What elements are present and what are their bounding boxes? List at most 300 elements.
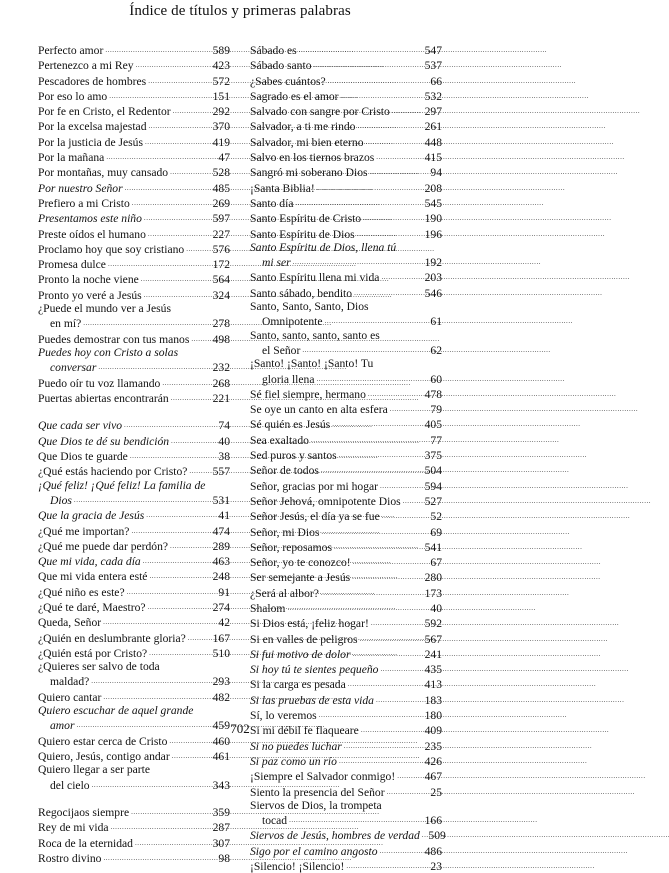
index-entry: [250, 784, 442, 799]
dot-leader: [344, 738, 422, 753]
index-entry: [250, 285, 442, 300]
index-entry: [250, 118, 442, 133]
index-entry: [38, 149, 230, 164]
dot-leader: [171, 433, 210, 448]
index-entry: [250, 401, 442, 416]
dot-leader: [332, 416, 422, 431]
index-entry: [38, 375, 230, 390]
entry-number: 38: [218, 450, 230, 464]
entry-number: 467: [424, 770, 442, 784]
index-entry: [38, 180, 230, 195]
entry-title: Prefiero a mi Cristo: [38, 196, 130, 210]
entry-number: 208: [424, 181, 442, 195]
dot-leader: [103, 689, 210, 704]
entry-title: Preste oídos el humano: [38, 227, 146, 241]
index-entry: [250, 103, 442, 118]
entry-title: Señor, gracias por mi hogar: [250, 479, 378, 493]
entry-title: Si la carga es pesada: [250, 678, 346, 692]
dot-leader: [191, 331, 210, 346]
entry-title: mi ser: [262, 256, 291, 270]
entry-number: 280: [424, 571, 442, 585]
index-entry: [38, 479, 230, 492]
entry-number: 192: [424, 256, 442, 270]
entry-number: 52: [430, 510, 442, 524]
dot-leader: [357, 118, 422, 133]
entry-title: Señor de todos: [250, 464, 319, 478]
dot-leader: [173, 103, 210, 118]
index-entry: [38, 835, 230, 850]
entry-number: 241: [424, 647, 442, 661]
dot-leader: [422, 827, 426, 842]
dot-leader: [170, 538, 210, 553]
entry-number: 567: [424, 632, 442, 646]
dot-leader: [189, 463, 210, 478]
dot-leader: [131, 523, 210, 538]
index-entry: [250, 615, 442, 630]
entry-number: 221: [212, 391, 230, 405]
entry-title: Quiero estar cerca de Cristo: [38, 734, 168, 748]
index-entry: [250, 858, 442, 873]
dot-leader: [162, 375, 210, 390]
entry-title: Shalom: [250, 601, 286, 615]
entry-number: 232: [212, 361, 230, 375]
entry-number: 79: [430, 403, 442, 417]
dot-leader: [105, 42, 210, 57]
dot-leader: [92, 777, 210, 792]
dot-leader: [387, 784, 422, 799]
entry-number: 98: [218, 852, 230, 866]
index-entry: [38, 287, 230, 302]
entry-title: Que Dios te guarde: [38, 450, 128, 464]
entry-number: 482: [212, 690, 230, 704]
dot-leader: [382, 508, 422, 523]
dot-leader: [148, 226, 210, 241]
dot-leader: [143, 553, 210, 568]
entry-title: el Señor: [262, 343, 301, 357]
dot-leader: [357, 226, 422, 241]
entry-number: 478: [424, 387, 442, 401]
dot-leader: [148, 599, 210, 614]
entry-number: 268: [212, 376, 230, 390]
dot-leader: [74, 492, 210, 507]
entry-title: ¿Qué te daré, Maestro?: [38, 600, 146, 614]
index-entry: [250, 269, 442, 284]
entry-number: 460: [212, 734, 230, 748]
index-entry: [250, 164, 442, 179]
entry-title: Santo Espíritu llena mi vida: [250, 271, 380, 285]
index-entry: [250, 600, 442, 615]
dot-leader: [321, 585, 422, 600]
index-entry: [38, 568, 230, 583]
dot-leader: [376, 692, 422, 707]
index-entry: [250, 195, 442, 210]
dot-leader: [108, 256, 210, 271]
index-entry: [250, 569, 442, 584]
entry-title: Si no puedes luchar: [250, 739, 342, 753]
entry-title: Se oye un canto en alta esfera: [250, 403, 388, 417]
dot-leader: [317, 180, 422, 195]
entry-number: 74: [218, 419, 230, 433]
entry-number: 274: [212, 600, 230, 614]
entry-number: 426: [424, 754, 442, 768]
index-entry: [38, 763, 230, 776]
entry-title: Que mi vida, cada día: [38, 555, 141, 569]
index-entry: [250, 524, 442, 539]
entry-title: Quiero escuchar de aquel grande: [38, 704, 194, 718]
index-entry: [250, 827, 446, 843]
entry-title: ¿Quién está por Cristo?: [38, 646, 148, 660]
entry-number: 269: [212, 196, 230, 210]
index-entry: [250, 226, 442, 241]
entry-number: 61: [430, 315, 442, 329]
entry-number: 227: [212, 227, 230, 241]
dot-leader: [91, 673, 210, 688]
index-entry: [250, 149, 442, 164]
dot-leader: [170, 164, 210, 179]
entry-title: Salvador, mi bien eterno: [250, 135, 364, 149]
entry-number: 531: [212, 493, 230, 507]
index-entry: [250, 432, 442, 447]
index-entry: [38, 507, 230, 522]
index-entry: [250, 462, 442, 477]
index-entry: [38, 42, 230, 57]
index-entry: [38, 645, 230, 660]
index-entry: [38, 164, 230, 179]
entry-title: ¿Qué me puede dar perdón?: [38, 539, 169, 553]
entry-number: 167: [212, 631, 230, 645]
dot-leader: [380, 843, 422, 858]
entry-title: Siento la presencia del Señor: [250, 785, 385, 799]
index-entry: [250, 300, 442, 313]
index-entry: [250, 88, 442, 103]
entry-title: Salvado con sangre por Cristo: [250, 105, 390, 119]
index-entry: [38, 88, 230, 103]
entry-number: 448: [424, 135, 442, 149]
entry-number: 413: [424, 678, 442, 692]
dot-leader: [144, 210, 210, 225]
entry-number: 91: [218, 585, 230, 599]
dot-leader: [339, 753, 422, 768]
entry-title: Quiero llegar a ser parte: [38, 763, 151, 777]
entry-title: Por fe en Cristo, el Redentor: [38, 105, 171, 119]
entry-title: Puedo oír tu voz llamando: [38, 376, 161, 390]
dot-leader: [103, 850, 210, 865]
entry-title: Omnipotente: [262, 315, 323, 329]
index-entry: [38, 704, 230, 717]
index-entry: [38, 673, 230, 688]
dot-leader: [132, 195, 210, 210]
entry-number: 528: [212, 166, 230, 180]
entry-number: 41: [218, 509, 230, 523]
dot-leader: [103, 614, 210, 629]
entry-title: Sé fiel siempre, hermano: [250, 387, 366, 401]
entry-title: Rostro divino: [38, 852, 102, 866]
dot-leader: [148, 73, 210, 88]
dot-leader: [321, 462, 422, 477]
entry-title: Sed puros y santos: [250, 449, 337, 463]
left-column: [38, 42, 230, 865]
entry-title: Pronto yo veré a Jesús: [38, 288, 142, 302]
entry-title: Presentamos este niño: [38, 212, 142, 226]
dot-leader: [172, 748, 210, 763]
entry-number: 510: [212, 646, 230, 660]
index-entry: [250, 493, 442, 508]
index-entry: [250, 447, 442, 462]
index-entry: [38, 390, 230, 405]
entry-number: 463: [212, 555, 230, 569]
entry-number: 77: [430, 433, 442, 447]
dot-leader: [149, 118, 211, 133]
dot-leader: [316, 371, 422, 386]
entry-title: Señor, mi Dios: [250, 525, 320, 539]
index-entry: [250, 134, 442, 149]
dot-leader: [124, 417, 210, 432]
dot-leader: [352, 646, 422, 661]
entry-title: Quiero cantar: [38, 690, 102, 704]
index-entry: [38, 614, 230, 629]
index-entry: [250, 73, 442, 88]
dot-leader: [325, 313, 422, 328]
entry-title: Si Dios está, ¡feliz hogar!: [250, 617, 369, 631]
dot-leader: [390, 401, 422, 416]
dot-leader: [392, 103, 422, 118]
entry-title: Santo sábado, bendito: [250, 286, 353, 300]
entry-title: Roca de la eternidad: [38, 836, 133, 850]
entry-number: 541: [424, 540, 442, 554]
index-entry: [38, 256, 230, 271]
index-entry: [38, 850, 230, 865]
entry-title: ¡Qué feliz! ¡Qué feliz! La familia de: [38, 478, 206, 492]
entry-title: Puertas abiertas encontrarán: [38, 391, 169, 405]
index-entry: [250, 539, 442, 554]
index-entry: [38, 118, 230, 133]
dot-leader: [83, 315, 210, 330]
entry-title: Dios: [50, 493, 72, 507]
entry-number: 459: [212, 719, 230, 733]
dot-leader: [370, 164, 422, 179]
dot-leader: [363, 210, 422, 225]
dot-leader: [293, 254, 422, 269]
entry-number: 287: [212, 821, 230, 835]
entry-title: ¿Sabes cuántos?: [250, 74, 326, 88]
entry-number: 435: [424, 663, 442, 677]
entry-number: 564: [212, 273, 230, 287]
entry-title: Por la justicia de Jesús: [38, 135, 143, 149]
index-entry: [38, 553, 230, 568]
entry-title: Santo, santo, santo, santo es: [250, 328, 380, 342]
entry-number: 183: [424, 693, 442, 707]
index-entry: [250, 676, 442, 691]
entry-title: Santo Espíritu de Cristo: [250, 212, 362, 226]
dot-leader: [295, 195, 422, 210]
dot-leader: [98, 359, 210, 374]
dot-leader: [111, 819, 210, 834]
index-entry: [250, 585, 442, 600]
dot-leader: [145, 134, 210, 149]
dot-leader: [339, 447, 422, 462]
index-entry: [38, 599, 230, 614]
entry-number: 375: [424, 449, 442, 463]
index-entry: [250, 371, 442, 386]
entry-number: 297: [424, 105, 442, 119]
dot-leader: [380, 478, 422, 493]
entry-title: ¿Qué estás haciendo por Cristo?: [38, 465, 188, 479]
index-entry: [250, 812, 442, 827]
index-entry: [38, 630, 230, 645]
entry-title: ¿Puede el mundo ver a Jesús: [38, 302, 171, 316]
entry-number: 62: [430, 343, 442, 357]
entry-number: 248: [212, 570, 230, 584]
entry-title: del cielo: [50, 778, 90, 792]
entry-number: 415: [424, 151, 442, 165]
index-entry: [250, 342, 442, 357]
entry-number: 172: [212, 258, 230, 272]
index-entry: [250, 254, 442, 269]
entry-title: Ser semejante a Jesús: [250, 571, 351, 585]
entry-number: 42: [218, 616, 230, 630]
entry-number: 94: [430, 166, 442, 180]
entry-title: Señor Jesús, el día ya se fue: [250, 510, 380, 524]
entry-number: 190: [424, 212, 442, 226]
entry-number: 527: [424, 494, 442, 508]
entry-title: Sagrado es el amor: [250, 89, 339, 103]
index-entry: [250, 508, 442, 523]
index-entry: [250, 646, 442, 661]
index-entry: [38, 134, 230, 149]
entry-number: 67: [430, 556, 442, 570]
dot-leader: [321, 524, 422, 539]
entry-title: Por nuestro Señor: [38, 181, 123, 195]
dot-leader: [125, 180, 210, 195]
entry-title: maldad?: [50, 675, 90, 689]
entry-number: 66: [430, 74, 442, 88]
dot-leader: [403, 493, 422, 508]
entry-number: 485: [212, 181, 230, 195]
entry-number: 405: [424, 418, 442, 432]
index-entry: [38, 241, 230, 256]
entry-title: Señor, yo te conozco!: [250, 556, 351, 570]
dot-leader: [149, 645, 210, 660]
entry-title: Señor Jehová, omnipotente Dios: [250, 494, 401, 508]
index-entry: [38, 660, 230, 673]
entry-title: gloria llena: [262, 372, 315, 386]
index-entry: [250, 210, 442, 225]
entry-number: 60: [430, 372, 442, 386]
dot-leader: [380, 661, 422, 676]
entry-number: 359: [212, 806, 230, 820]
entry-title: conversar: [50, 361, 97, 375]
dot-leader: [354, 285, 422, 300]
dot-leader: [149, 568, 210, 583]
entry-number: 69: [430, 525, 442, 539]
entry-title: Queda, Señor: [38, 616, 102, 630]
entry-title: Si las pruebas de esta vida: [250, 693, 374, 707]
entry-title: Sé quién es Jesús: [250, 418, 331, 432]
entry-number: 576: [212, 242, 230, 256]
index-entry: [38, 448, 230, 463]
entry-title: Santo Espíritu de Dios: [250, 227, 355, 241]
dot-leader: [366, 134, 422, 149]
entry-title: Siervos de Dios, la trompeta: [250, 798, 382, 812]
entry-number: 589: [212, 44, 230, 57]
entry-title: Por la excelsa majestad: [38, 120, 147, 134]
right-column: [250, 42, 446, 873]
index-entry: [38, 271, 230, 286]
entry-title: Salvo en los tiernos brazos: [250, 151, 375, 165]
entry-number: 557: [212, 465, 230, 479]
entry-title: ¿Será al albor?: [250, 586, 319, 600]
entry-number: 235: [424, 739, 442, 753]
index-entry: [38, 346, 230, 359]
dot-leader: [353, 554, 422, 569]
entry-number: 597: [212, 212, 230, 226]
entry-number: 278: [212, 317, 230, 331]
entry-number: 324: [212, 288, 230, 302]
dot-leader: [341, 88, 422, 103]
entry-number: 307: [212, 836, 230, 850]
dot-leader: [186, 241, 210, 256]
entry-title: Pescadores de hombres: [38, 74, 147, 88]
dot-leader: [360, 631, 422, 646]
dot-leader: [346, 858, 422, 873]
entry-number: 40: [218, 434, 230, 448]
index-entry: [250, 42, 442, 57]
entry-number: 537: [424, 59, 442, 73]
index-entry: [250, 661, 442, 676]
entry-number: 423: [212, 59, 230, 73]
index-entry: [250, 416, 442, 431]
index-entry: [250, 631, 442, 646]
index-entry: [38, 584, 230, 599]
entry-number: 203: [424, 271, 442, 285]
dot-leader: [106, 149, 210, 164]
dot-leader: [397, 768, 422, 783]
entry-title: Si fui motivo de dolor: [250, 647, 351, 661]
entry-title: Sí, lo veremos: [250, 709, 317, 723]
dot-leader: [376, 149, 422, 164]
entry-number: 292: [212, 105, 230, 119]
entry-title: ¿Quieres ser salvo de toda: [38, 660, 160, 674]
index-entry: [38, 689, 230, 704]
entry-title: ¡Santa Biblia!: [250, 181, 315, 195]
entry-number: 498: [212, 332, 230, 346]
dot-leader: [130, 448, 210, 463]
entry-title: Pertenezco a mi Rey: [38, 59, 134, 73]
dot-leader: [334, 539, 422, 554]
entry-number: 419: [212, 135, 230, 149]
dot-leader: [287, 600, 422, 615]
entry-title: Perfecto amor: [38, 44, 104, 57]
entry-title: Sea exaltado: [250, 433, 309, 447]
index-entry: [250, 329, 442, 342]
entry-title: Sigo por el camino angosto: [250, 844, 378, 858]
dot-leader: [141, 271, 210, 286]
entry-title: Que mi vida entera esté: [38, 570, 148, 584]
page-header: Índice de títulos y primeras palabras: [129, 3, 351, 19]
dot-leader: [314, 57, 422, 72]
index-entry: [38, 226, 230, 241]
entry-title: ¡Silencio! ¡Silencio!: [250, 860, 345, 873]
entry-number: 180: [424, 709, 442, 723]
index-entry: [250, 478, 442, 493]
entry-title: Rey de mi vida: [38, 821, 109, 835]
entry-number: 474: [212, 524, 230, 538]
dot-leader: [171, 390, 210, 405]
entry-title: Que Dios te dé su bendición: [38, 434, 170, 448]
entry-title: Si hoy tú te sientes pequeño: [250, 663, 379, 677]
entry-number: 545: [424, 196, 442, 210]
entry-title: Quiero, Jesús, contigo andar: [38, 749, 170, 763]
